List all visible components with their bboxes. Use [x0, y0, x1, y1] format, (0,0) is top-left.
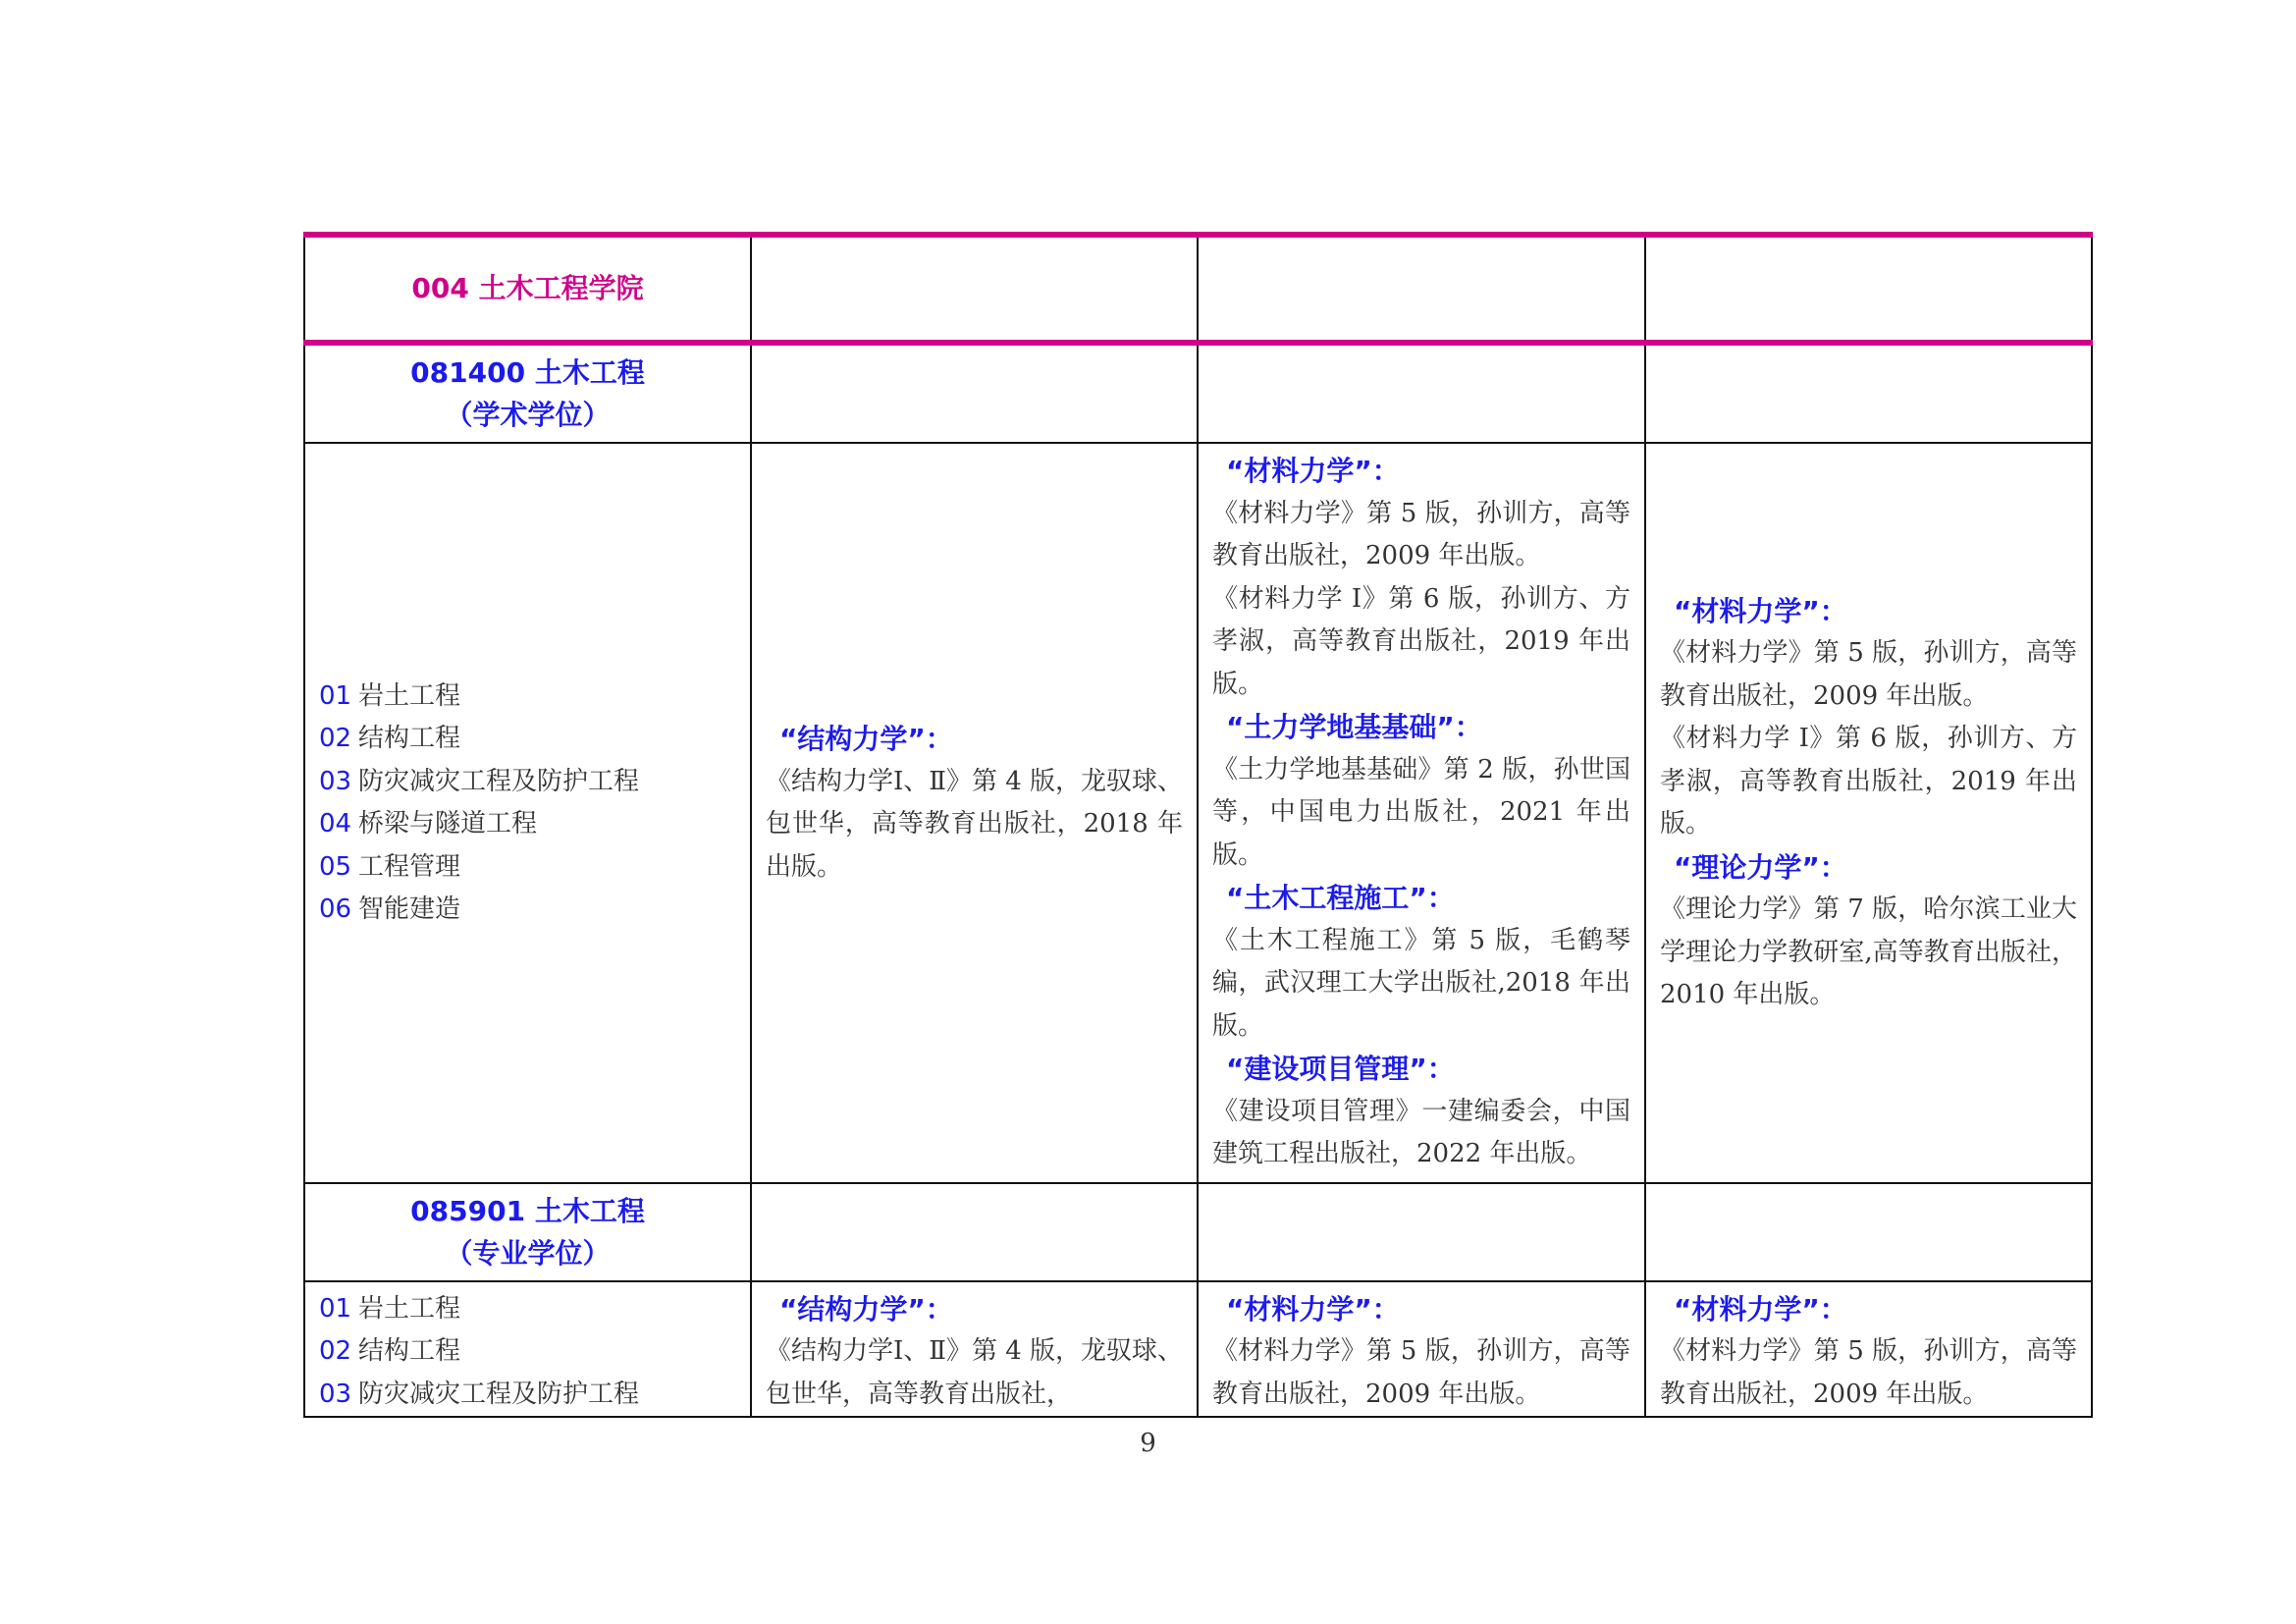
direction-item: 06 智能建造 [319, 894, 461, 924]
reference-text: 《结构力学Ⅰ、Ⅱ》第 4 版，龙驭球、包世华，高等教育出版社，2018 年出版。 [766, 766, 1184, 882]
degree-type: （学术学位） [445, 399, 611, 431]
major-row-professional [304, 1183, 2092, 1281]
direction-item: 02 结构工程 [319, 1336, 461, 1366]
direction-item: 03 防灾减灾工程及防护工程 [319, 1379, 640, 1409]
college-cell [304, 235, 751, 343]
degree-type: （专业学位） [445, 1236, 611, 1270]
direction-item: 04 桥梁与隧道工程 [319, 809, 538, 839]
direction-item: 03 防灾减灾工程及防护工程 [319, 766, 640, 796]
subject-heading: “结构力学”： [779, 723, 953, 755]
subject-heading: “建设项目管理”： [1226, 1053, 1455, 1085]
reference-text: 《土木工程施工》第 5 版，毛鹤琴编，武汉理工大学出版社,2018 年出版。 [1212, 925, 1630, 1041]
empty-cell [1198, 235, 1645, 343]
content-row-professional [304, 1281, 2092, 1418]
empty-cell [751, 343, 1198, 443]
page-number: 9 [1140, 1429, 1156, 1458]
subject-heading: “材料力学”： [1674, 594, 1847, 627]
directions-cell [304, 1281, 751, 1418]
empty-cell [1198, 343, 1645, 443]
reference-text: 《土力学地基基础》第 2 版，孙世国等，中国电力出版社，2021 年出版。 [1212, 754, 1630, 870]
empty-cell [751, 1183, 1198, 1281]
reference-cell-col3 [1198, 443, 1645, 1183]
reference-text: 《建设项目管理》一建编委会，中国建筑工程出版社，2022 年出版。 [1212, 1096, 1630, 1168]
reference-cell-col3 [1198, 1281, 1645, 1418]
empty-cell [1645, 343, 2092, 443]
subject-heading: “材料力学”： [1674, 1292, 1847, 1326]
empty-cell [1198, 1183, 1645, 1281]
college-title: 004 土木工程学院 [411, 272, 644, 305]
empty-cell [751, 235, 1198, 343]
major-row-academic [304, 343, 2092, 443]
reference-book-table [303, 232, 2093, 1418]
reference-text: 《理论力学》第 7 版，哈尔滨工业大学理论力学教研室,高等教育出版社，2010 年出版。 [1660, 894, 2077, 1009]
reference-text: 《材料力学》第 5 版，孙训方，高等教育出版社，2009 年出版。 [1212, 498, 1630, 570]
subject-heading: “理论力学”： [1674, 850, 1847, 884]
content-row-academic [304, 443, 2092, 1183]
reference-text: 《材料力学》第 5 版，孙训方，高等教育出版社，2009 年出版。 [1660, 638, 2077, 711]
reference-text: 《材料力学 I》第 6 版，孙训方、方孝淑，高等教育出版社，2019 年出版。 [1660, 724, 2077, 839]
major-cell [304, 343, 751, 443]
subject-heading: “土力学地基基础”： [1226, 711, 1482, 743]
major-code-title: 085901 土木工程 [410, 1194, 645, 1227]
direction-item: 01 岩土工程 [319, 680, 461, 711]
reference-cell-col4 [1645, 1281, 2092, 1418]
subject-heading: “材料力学”： [1226, 455, 1400, 487]
subject-heading: “土木工程施工”： [1226, 882, 1455, 914]
direction-item: 02 结构工程 [319, 724, 461, 753]
subject-heading: “结构力学”： [779, 1292, 953, 1326]
empty-cell [1645, 235, 2092, 343]
directions-cell [304, 443, 751, 1183]
direction-item: 05 工程管理 [319, 851, 461, 882]
subject-heading: “材料力学”： [1226, 1292, 1400, 1326]
major-cell [304, 1183, 751, 1281]
college-header-row [304, 235, 2092, 343]
major-code-title: 081400 土木工程 [410, 356, 645, 389]
empty-cell [1645, 1183, 2092, 1281]
reference-text: 《材料力学》第 5 版，孙训方，高等教育出版社，2009 年出版。 [1212, 1336, 1630, 1409]
reference-cell-col4 [1645, 443, 2092, 1183]
reference-text: 《结构力学Ⅰ、Ⅱ》第 4 版，龙驭球、包世华，高等教育出版社， [766, 1336, 1184, 1409]
reference-text: 《材料力学》第 5 版，孙训方，高等教育出版社，2009 年出版。 [1660, 1336, 2077, 1409]
reference-cell-col2 [751, 1281, 1198, 1418]
direction-item: 01 岩土工程 [319, 1293, 461, 1324]
reference-text: 《材料力学 I》第 6 版，孙训方、方孝淑，高等教育出版社，2019 年出版。 [1212, 583, 1630, 699]
reference-cell-col2 [751, 443, 1198, 1183]
